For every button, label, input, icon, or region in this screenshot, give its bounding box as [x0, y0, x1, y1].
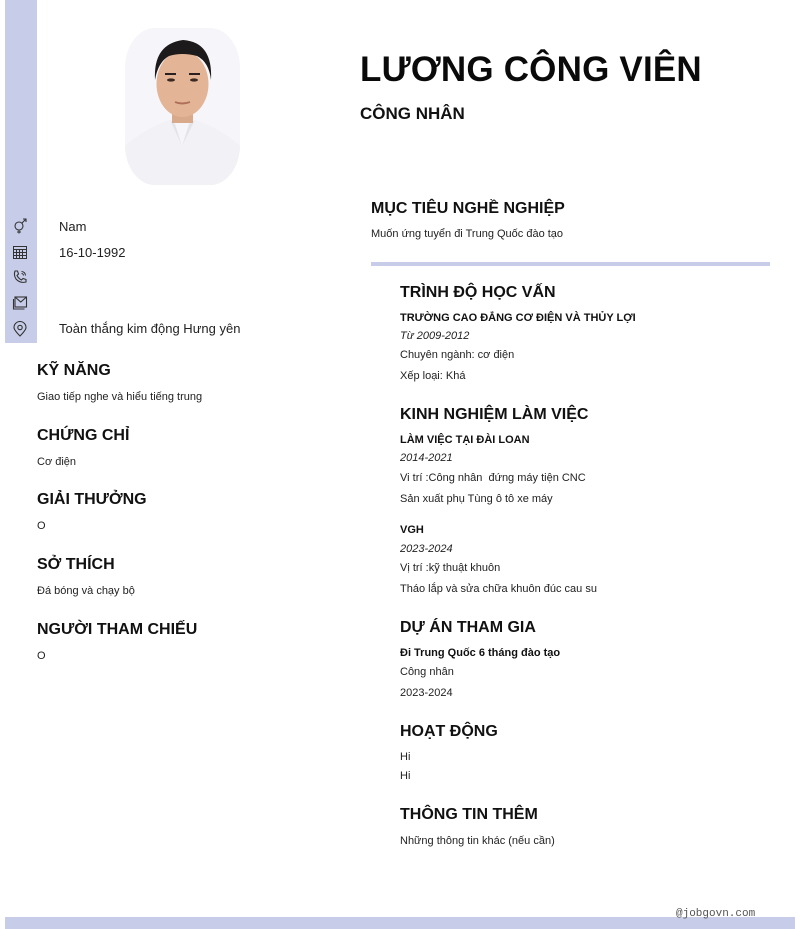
candidate-name: LƯƠNG CÔNG VIÊN [360, 50, 702, 89]
calendar-icon [12, 244, 28, 260]
education-major: Chuyên ngành: cơ điện [400, 349, 515, 361]
profile-photo [125, 28, 240, 185]
experience-heading: KINH NGHIỆM LÀM VIỆC [400, 406, 589, 423]
objective-heading: MỤC TIÊU NGHỀ NGHIỆP [371, 200, 565, 217]
email-icon [12, 295, 28, 311]
experience-line: Sản xuất phụ Tùng ô tô xe máy [400, 493, 553, 505]
certificates-text: Cơ điện [37, 456, 77, 468]
project-role: Công nhân [400, 666, 454, 678]
objective-text: Muốn ứng tuyển đi Trung Quốc đào tạo [371, 228, 564, 240]
experience-period: 2014-2021 [400, 452, 453, 464]
additional-text: Những thông tin khác (nếu cần) [400, 835, 555, 847]
gender-value: Nam [59, 219, 87, 234]
location-icon [12, 321, 28, 337]
watermark: @jobgovn.com [676, 908, 756, 920]
certificates-heading: CHỨNG CHỈ [37, 427, 130, 444]
experience-period: 2023-2024 [400, 543, 453, 555]
projects-heading: DỰ ÁN THAM GIA [400, 619, 536, 636]
education-period: Từ 2009-2012 [400, 330, 470, 342]
education-heading: TRÌNH ĐỘ HỌC VẤN [400, 284, 556, 301]
experience-company: LÀM VIỆC TẠI ĐÀI LOAN [400, 434, 530, 446]
awards-heading: GIẢI THƯỞNG [37, 491, 147, 508]
additional-heading: THÔNG TIN THÊM [400, 806, 538, 823]
education-school: TRƯỜNG CAO ĐẲNG CƠ ĐIỆN VÀ THỦY LỢI [400, 312, 636, 324]
gender-icon [12, 218, 28, 234]
references-heading: NGƯỜI THAM CHIẾU [37, 621, 198, 638]
project-period: 2023-2024 [400, 687, 453, 699]
section-divider [371, 262, 770, 266]
birthday-value: 16-10-1992 [59, 245, 126, 260]
skills-heading: KỸ NĂNG [37, 362, 111, 379]
references-text: O [37, 650, 46, 662]
sidebar-accent-strip [5, 0, 37, 343]
experience-line: Tháo lắp và sửa chữa khuôn đúc cau su [400, 583, 597, 595]
project-name: Đi Trung Quốc 6 tháng đào tạo [400, 647, 561, 659]
awards-text: O [37, 520, 46, 532]
phone-icon [12, 269, 28, 285]
experience-line: Vi trí :Công nhân đứng máy tiện CNC [400, 472, 586, 484]
address-value: Toàn thắng kim động Hưng yên [59, 321, 241, 336]
skills-text: Giao tiếp nghe và hiểu tiếng trung [37, 391, 203, 403]
hobbies-heading: SỞ THÍCH [37, 556, 115, 573]
activity-line: Hi [400, 770, 411, 782]
activity-line: Hi [400, 751, 411, 763]
education-grade: Xếp loại: Khá [400, 370, 466, 382]
experience-company: VGH [400, 524, 424, 536]
hobbies-text: Đá bóng và chạy bộ [37, 585, 135, 597]
experience-line: Vị trí :kỹ thuật khuôn [400, 562, 501, 574]
activities-heading: HOẠT ĐỘNG [400, 723, 498, 740]
candidate-job-title: CÔNG NHÂN [360, 104, 465, 123]
